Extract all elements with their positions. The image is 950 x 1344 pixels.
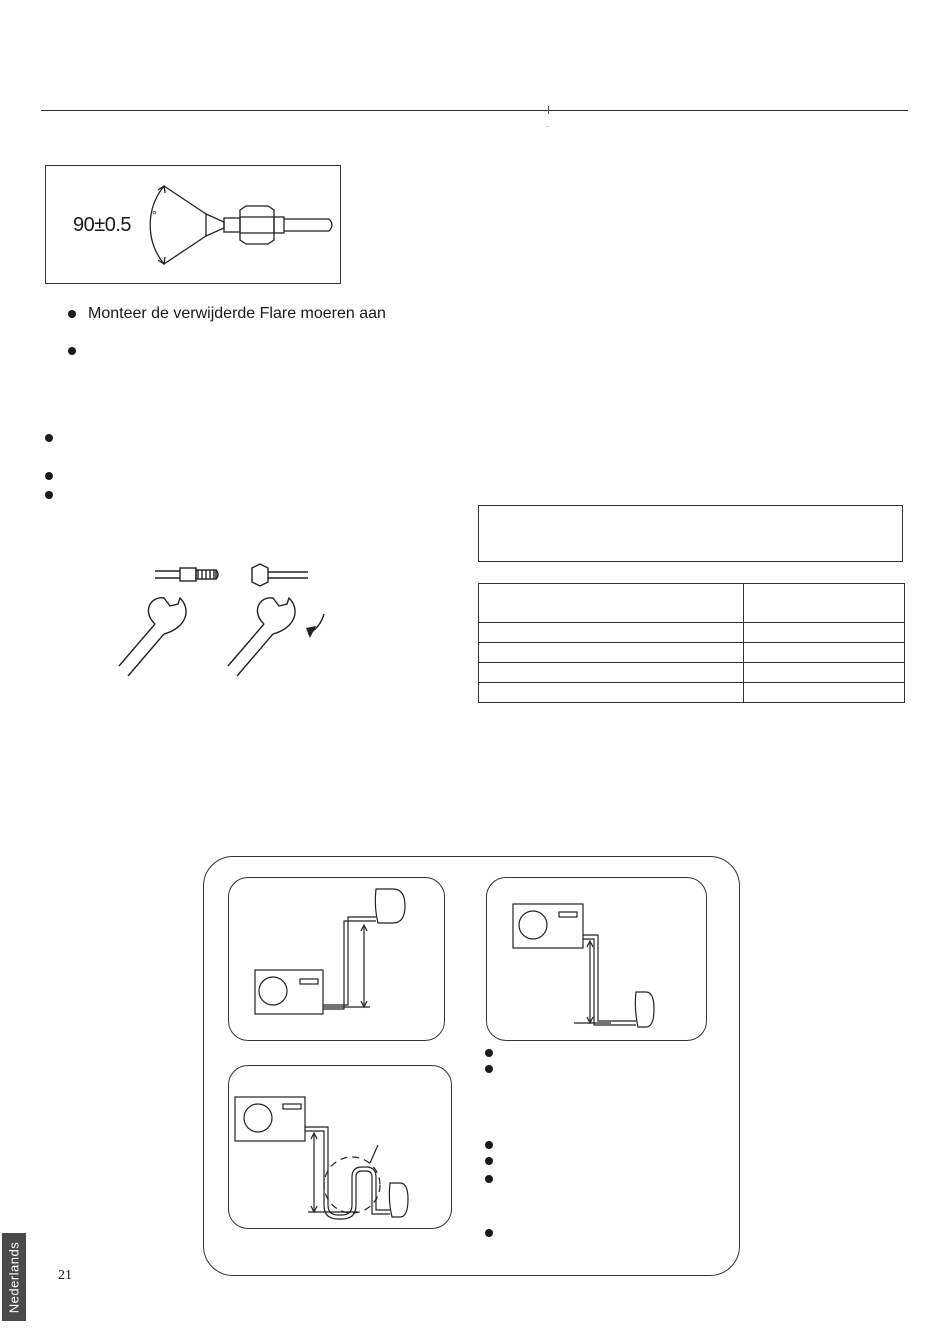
flare-angle-label: 90±0.5 xyxy=(73,214,132,236)
header-divider-mark xyxy=(548,106,549,114)
diagram-oil-trap-drawing xyxy=(228,1065,452,1229)
header-mark: . xyxy=(546,120,549,129)
bullet-text-flare-nuts: Monteer de verwijderde Flare moeren aan xyxy=(88,305,386,322)
diagram-outdoor-above-drawing xyxy=(486,877,707,1041)
language-tab xyxy=(2,1233,26,1321)
table-row xyxy=(479,623,905,643)
note-box xyxy=(478,505,903,562)
bullet-dot xyxy=(485,1229,493,1237)
wrench-illustration xyxy=(110,558,340,688)
table-header-cell xyxy=(479,584,744,623)
bullet-dot xyxy=(45,491,53,499)
header-rule xyxy=(41,110,908,111)
bullet-dot xyxy=(485,1141,493,1149)
bullet-dot xyxy=(45,434,53,442)
table-cell xyxy=(479,623,744,643)
degree-symbol: ° xyxy=(152,208,157,222)
table-cell xyxy=(744,623,905,643)
bullet-dot xyxy=(485,1049,493,1057)
table-row xyxy=(479,643,905,663)
bullet-dot xyxy=(68,310,76,318)
table-cell xyxy=(479,663,744,683)
table-header-cell xyxy=(744,584,905,623)
bullet-dot xyxy=(485,1175,493,1183)
flare-angle-figure xyxy=(45,165,341,284)
table-cell xyxy=(479,643,744,663)
table-cell xyxy=(479,683,744,703)
bullet-dot xyxy=(485,1157,493,1165)
table-cell xyxy=(744,683,905,703)
diagram-outdoor-below-drawing xyxy=(228,877,445,1041)
table-cell xyxy=(744,663,905,683)
note-text xyxy=(479,506,902,518)
table-row xyxy=(479,683,905,703)
bullet-dot xyxy=(45,472,53,480)
bullet-dot xyxy=(68,347,76,355)
page-number: 21 xyxy=(58,1268,72,1283)
torque-table xyxy=(478,583,905,703)
table-row xyxy=(479,663,905,683)
table-cell xyxy=(744,643,905,663)
flare-nut-drawing xyxy=(46,166,342,285)
bullet-dot xyxy=(485,1065,493,1073)
language-tab-label: Nederlands xyxy=(6,1241,22,1313)
table-header-row xyxy=(479,584,905,623)
